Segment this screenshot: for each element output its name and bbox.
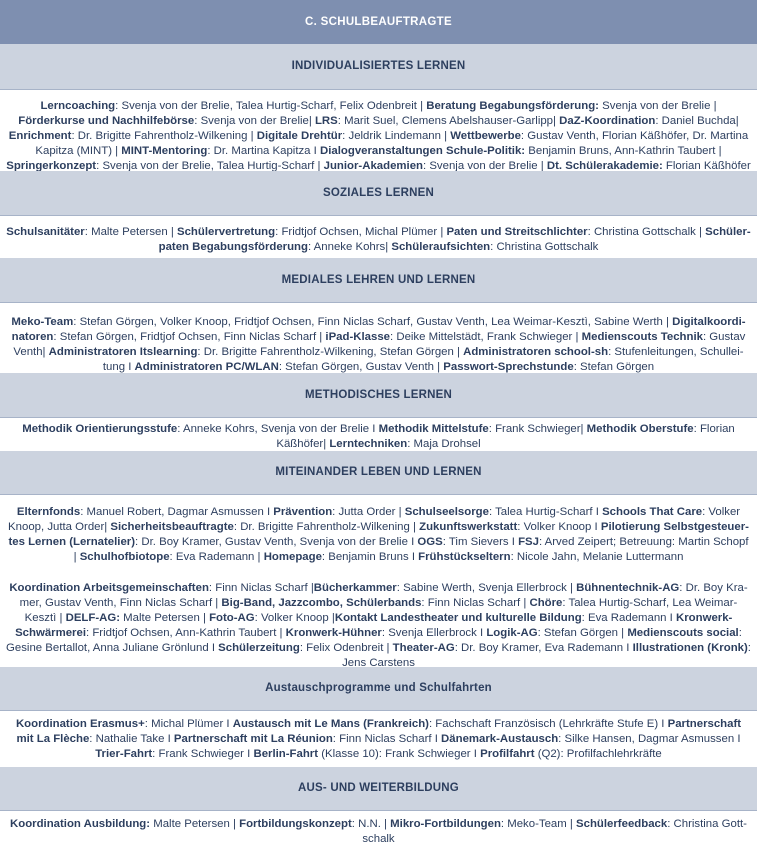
assignee-text: : Svenja von der Brelie, Talea Hurtig-Scharf, Felix Odenbreit | bbox=[115, 100, 427, 112]
assignee-text: : Stefan Görgen, Fridtjof Ochsen, Finn Niclas Scharf | bbox=[53, 331, 326, 343]
assignee-text: : Stefan Görgen bbox=[573, 361, 655, 373]
role-label: Wettbewerbe bbox=[450, 130, 521, 142]
assignee-text: : Jeldrik Lindemann | bbox=[342, 130, 451, 142]
role-label: Schulhofbiotope bbox=[79, 551, 170, 563]
section-body bbox=[0, 216, 757, 258]
assignee-text: : Stufenleitungen, Schullei-tung I bbox=[102, 346, 744, 373]
assignee-text: : Dr. Boy Kra-mer, Gustav Venth, Finn Niclas Scharf | bbox=[19, 582, 748, 609]
assignee-text: : Benjamin Bruns I bbox=[321, 551, 419, 563]
assignee-text: : Jens Carstens bbox=[342, 642, 751, 667]
section-body bbox=[0, 303, 757, 373]
assignee-text: : Talea Hurtig-Scharf I bbox=[488, 506, 603, 518]
assignee-text: : Christina Gottschalk bbox=[490, 241, 599, 253]
section-body bbox=[0, 711, 757, 767]
assignee-text: : Volker Knoop, Jutta Order| bbox=[8, 506, 741, 533]
section-paragraph bbox=[6, 225, 751, 255]
role-label: DaZ-Koordination bbox=[559, 115, 656, 127]
section-heading: INDIVIDUALISIERTES LERNEN bbox=[0, 44, 757, 90]
role-label: Schülerzeitung bbox=[218, 642, 300, 654]
assignee-text: (Q2): Profilfachlehrkräfte bbox=[534, 748, 662, 760]
assignee-text: : Finn Niclas Scharf I bbox=[332, 733, 442, 745]
assignee-text: : Marit Suel, Clemens Abelshauser-Garlipp| bbox=[337, 115, 560, 127]
role-label: MINT-Mentoring bbox=[121, 145, 208, 157]
role-label: Partnerschaft mit La Flèche bbox=[16, 718, 742, 745]
role-label: Dt. Schülerakademie: bbox=[546, 160, 663, 171]
section-heading: SOZIALES LERNEN bbox=[0, 171, 757, 216]
assignee-text: : Deike Mittelstädt, Frank Schwieger | bbox=[390, 331, 582, 343]
assignee-text: : Frank Schwieger| bbox=[488, 423, 587, 435]
assignee-text: : Manuel Robert, Dagmar Asmussen I bbox=[80, 506, 274, 518]
role-label: Administratoren PC/WLAN bbox=[134, 361, 279, 373]
assignee-text: : Maja Drohsel bbox=[407, 438, 481, 450]
page-title: C. SCHULBEAUFTRAGTE bbox=[0, 0, 757, 44]
section-paragraph bbox=[6, 817, 751, 847]
assignee-text: Malte Petersen | bbox=[150, 818, 240, 830]
role-label: Junior-Akademien bbox=[323, 160, 423, 171]
assignee-text: : Fridtjof Ochsen, Ann-Kathrin Taubert | bbox=[86, 627, 286, 639]
role-label: Meko-Team bbox=[11, 316, 74, 328]
role-label: Fortbildungskonzept bbox=[239, 818, 352, 830]
role-label: Elternfonds bbox=[16, 506, 81, 518]
role-label: Bühnentechnik-AG bbox=[576, 582, 680, 594]
assignee-text: : Gustav Venth, Florian Käßhöfer, Dr. Martina Kapitza (MINT) | bbox=[35, 130, 749, 157]
role-label: Frühstückseltern bbox=[418, 551, 511, 563]
role-label: Prävention bbox=[273, 506, 333, 518]
role-label: Methodik Mittelstufe bbox=[378, 423, 489, 435]
section-heading: MEDIALES LEHREN UND LERNEN bbox=[0, 258, 757, 303]
section-heading: Austauschprogramme und Schulfahrten bbox=[0, 667, 757, 711]
section-paragraph bbox=[6, 581, 751, 667]
assignee-text: : Nicole Jahn, Melanie Luttermann bbox=[510, 551, 684, 563]
role-label: Beratung Begabungsförderung: bbox=[426, 100, 599, 112]
section-body bbox=[0, 418, 757, 451]
role-label: Springerkonzept bbox=[6, 160, 97, 171]
assignee-text: : Gesine Bertallot, Anna Juliane Grönlund I bbox=[6, 627, 742, 654]
assignee-text: : Meko-Team | bbox=[500, 818, 577, 830]
assignee-text: : Svenja von der Brelie | bbox=[423, 160, 547, 171]
role-label: Sicherheitsbeauftragte bbox=[110, 521, 234, 533]
role-label: FSJ bbox=[518, 536, 539, 548]
assignee-text: : Anneke Kohrs| bbox=[307, 241, 392, 253]
assignee-text: : Stefan Görgen, Gustav Venth | bbox=[278, 361, 444, 373]
assignee-text: : Fridtjof Ochsen, Michal Plümer | bbox=[275, 226, 447, 238]
role-label: Lerntechniken bbox=[329, 438, 408, 450]
section-paragraph bbox=[6, 505, 751, 565]
role-label: Austausch mit Le Mans (Frankreich) bbox=[232, 718, 429, 730]
assignee-text: : Dr. Boy Kramer, Gustav Venth, Svenja von der Brelie I bbox=[135, 536, 418, 548]
section-paragraph bbox=[6, 315, 751, 373]
assignee-text: : Daniel Buchda| bbox=[655, 115, 739, 127]
role-label: LRS bbox=[314, 115, 338, 127]
assignee-text: (Klasse 10): Frank Schwieger I bbox=[318, 748, 481, 760]
role-label: Förderkurse und Nachhilfebörse bbox=[18, 115, 195, 127]
assignee-text: : Michal Plümer I bbox=[144, 718, 233, 730]
section-body bbox=[0, 811, 757, 847]
role-label: Profilfahrt bbox=[480, 748, 535, 760]
role-label: DELF-AG: bbox=[65, 612, 121, 624]
section-heading: AUS- UND WEITERBILDUNG bbox=[0, 767, 757, 811]
section-paragraph bbox=[6, 99, 751, 171]
assignee-text: : Stefan Görgen, Volker Knoop, Fridtjof Ochsen, Finn Niclas Scharf, Gustav Venth, Lea Weimar-Kesztì, Sabine Werth | bbox=[73, 316, 673, 328]
assignee-text: : Talea Hurtig-Scharf, Lea Weimar-Kesztì | bbox=[24, 597, 738, 624]
role-label: Schülervertretung bbox=[176, 226, 276, 238]
assignee-text: Florian Käßhöfer bbox=[662, 160, 751, 171]
assignee-text: : Svenja von der Brelie, Talea Hurtig-Scharf | bbox=[96, 160, 324, 171]
role-label: Schüleraufsichten bbox=[391, 241, 491, 253]
role-label: Koordination Arbeitsgemeinschaften bbox=[9, 582, 209, 594]
role-label: iPad-Klasse bbox=[325, 331, 391, 343]
role-label: Theater-AG bbox=[392, 642, 455, 654]
assignee-text: : Dr. Brigitte Fahrentholz-Wilkening, Stefan Görgen | bbox=[197, 346, 464, 358]
role-label: Passwort-Sprechstunde bbox=[443, 361, 574, 373]
role-label: Koordination Erasmus+ bbox=[15, 718, 145, 730]
role-label: Trier-Fahrt bbox=[95, 748, 153, 760]
role-label: Paten und Streitschlichter bbox=[446, 226, 588, 238]
role-label: Digitalkoordi-natoren bbox=[11, 316, 746, 343]
sections bbox=[0, 44, 757, 847]
role-label: Digitale Drehtür bbox=[256, 130, 343, 142]
assignee-text: : Anneke Kohrs, Svenja von der Brelie I bbox=[177, 423, 379, 435]
assignee-text: : Jutta Order | bbox=[332, 506, 405, 518]
assignee-text: : Florian Käßhöfer| bbox=[276, 423, 735, 450]
role-label: Kontakt Landestheater und kulturelle Bildung bbox=[334, 612, 582, 624]
assignee-text: : Nathalie Take I bbox=[89, 733, 174, 745]
assignee-text: : Fachschaft Französisch (Lehrkräfte Stufe E) I bbox=[428, 718, 668, 730]
role-label: Enrichment bbox=[8, 130, 72, 142]
role-label: Mikro-Fortbildungen bbox=[390, 818, 501, 830]
role-label: OGS bbox=[417, 536, 443, 548]
assignee-text: : N.N. | bbox=[351, 818, 391, 830]
role-label: Schülerfeedback bbox=[576, 818, 668, 830]
role-label: Homepage bbox=[263, 551, 322, 563]
assignee-text: : Dr. Boy Kramer, Eva Rademann I bbox=[454, 642, 633, 654]
role-label: Schulseelsorge bbox=[404, 506, 489, 518]
assignee-text: Benjamin Bruns, Ann-Kathrin Taubert | bbox=[525, 145, 722, 157]
role-label: Big-Band, Jazzcombo, Schülerbands bbox=[221, 597, 422, 609]
assignee-text: : Felix Odenbreit | bbox=[299, 642, 393, 654]
assignee-text: : Malte Petersen | bbox=[84, 226, 177, 238]
section-heading: METHODISCHES LERNEN bbox=[0, 373, 757, 418]
role-label: Dänemark-Austausch bbox=[441, 733, 559, 745]
assignee-text: : Arved Zeipert; Betreuung: Martin Schopf | bbox=[73, 536, 749, 563]
role-label: Logik-AG bbox=[486, 627, 538, 639]
assignee-text: : Svenja Ellerbrock I bbox=[381, 627, 487, 639]
assignee-text: : Christina Gott-schalk bbox=[362, 818, 747, 845]
assignee-text: : Gustav Venth| bbox=[13, 331, 746, 358]
role-label: Pilotierung Selbstgesteuer-tes Lernen (Lernatelier) bbox=[8, 521, 749, 548]
role-label: Schools That Care bbox=[602, 506, 703, 518]
role-label: Administratoren school-sh bbox=[463, 346, 609, 358]
role-label: Administratoren Itslearning bbox=[48, 346, 198, 358]
role-label: Berlin-Fahrt bbox=[253, 748, 319, 760]
assignee-text: : Silke Hansen, Dagmar Asmussen I bbox=[558, 733, 741, 745]
assignee-text: : Tim Sievers I bbox=[442, 536, 519, 548]
role-label: Lerncoaching bbox=[40, 100, 116, 112]
assignee-text: : Eva Rademann I bbox=[581, 612, 677, 624]
assignee-text: : Eva Rademann | bbox=[169, 551, 264, 563]
assignee-text: : Svenja von der Brelie| bbox=[194, 115, 315, 127]
assignee-text: : Volker Knoop | bbox=[254, 612, 335, 624]
role-label: Illustrationen (Kronk) bbox=[632, 642, 748, 654]
assignee-text: : Dr. Brigitte Fahrentholz-Wilkening | bbox=[233, 521, 420, 533]
assignee-text: : Frank Schwieger I bbox=[152, 748, 254, 760]
role-label: Bücherkammer bbox=[313, 582, 397, 594]
assignee-text: : Finn Niclas Scharf | bbox=[421, 597, 530, 609]
assignee-text: : Finn Niclas Scharf | bbox=[208, 582, 314, 594]
role-label: Foto-AG bbox=[209, 612, 255, 624]
section-body bbox=[0, 495, 757, 667]
role-label: Medienscouts Technik bbox=[581, 331, 703, 343]
role-label: Chöre bbox=[529, 597, 563, 609]
assignee-text: : Dr. Brigitte Fahrentholz-Wilkening | bbox=[71, 130, 257, 142]
role-label: Koordination Ausbildung: bbox=[10, 818, 151, 830]
role-label: Schulsanitäter bbox=[6, 226, 85, 238]
assignee-text: Malte Petersen | bbox=[120, 612, 210, 624]
role-label: Methodik Oberstufe bbox=[586, 423, 694, 435]
role-label: Schüler-paten Begabungsförderung bbox=[158, 226, 751, 253]
role-label: Kronwerk-Hühner bbox=[285, 627, 382, 639]
section-body bbox=[0, 90, 757, 171]
assignee-text: Svenja von der Brelie | bbox=[598, 100, 717, 112]
role-label: Methodik Orientierungsstufe bbox=[22, 423, 178, 435]
assignee-text: : Sabine Werth, Svenja Ellerbrock | bbox=[396, 582, 577, 594]
role-label: Partnerschaft mit La Réunion bbox=[173, 733, 333, 745]
section-heading: MITEINANDER LEBEN UND LERNEN bbox=[0, 451, 757, 495]
assignee-text: : Volker Knoop I bbox=[517, 521, 601, 533]
section-paragraph bbox=[6, 422, 751, 451]
role-label: Dialogveranstaltungen Schule-Politik: bbox=[320, 145, 526, 157]
section-paragraph bbox=[6, 717, 751, 762]
role-label: Zukunftswerkstatt bbox=[419, 521, 518, 533]
role-label: Medienscouts social bbox=[627, 627, 739, 639]
assignee-text: : Christina Gottschalk | bbox=[587, 226, 706, 238]
assignee-text: : Stefan Görgen | bbox=[537, 627, 628, 639]
assignee-text: : Dr. Martina Kapitza I bbox=[207, 145, 321, 157]
role-label: Kronwerk-Schwärmerei bbox=[15, 612, 733, 639]
